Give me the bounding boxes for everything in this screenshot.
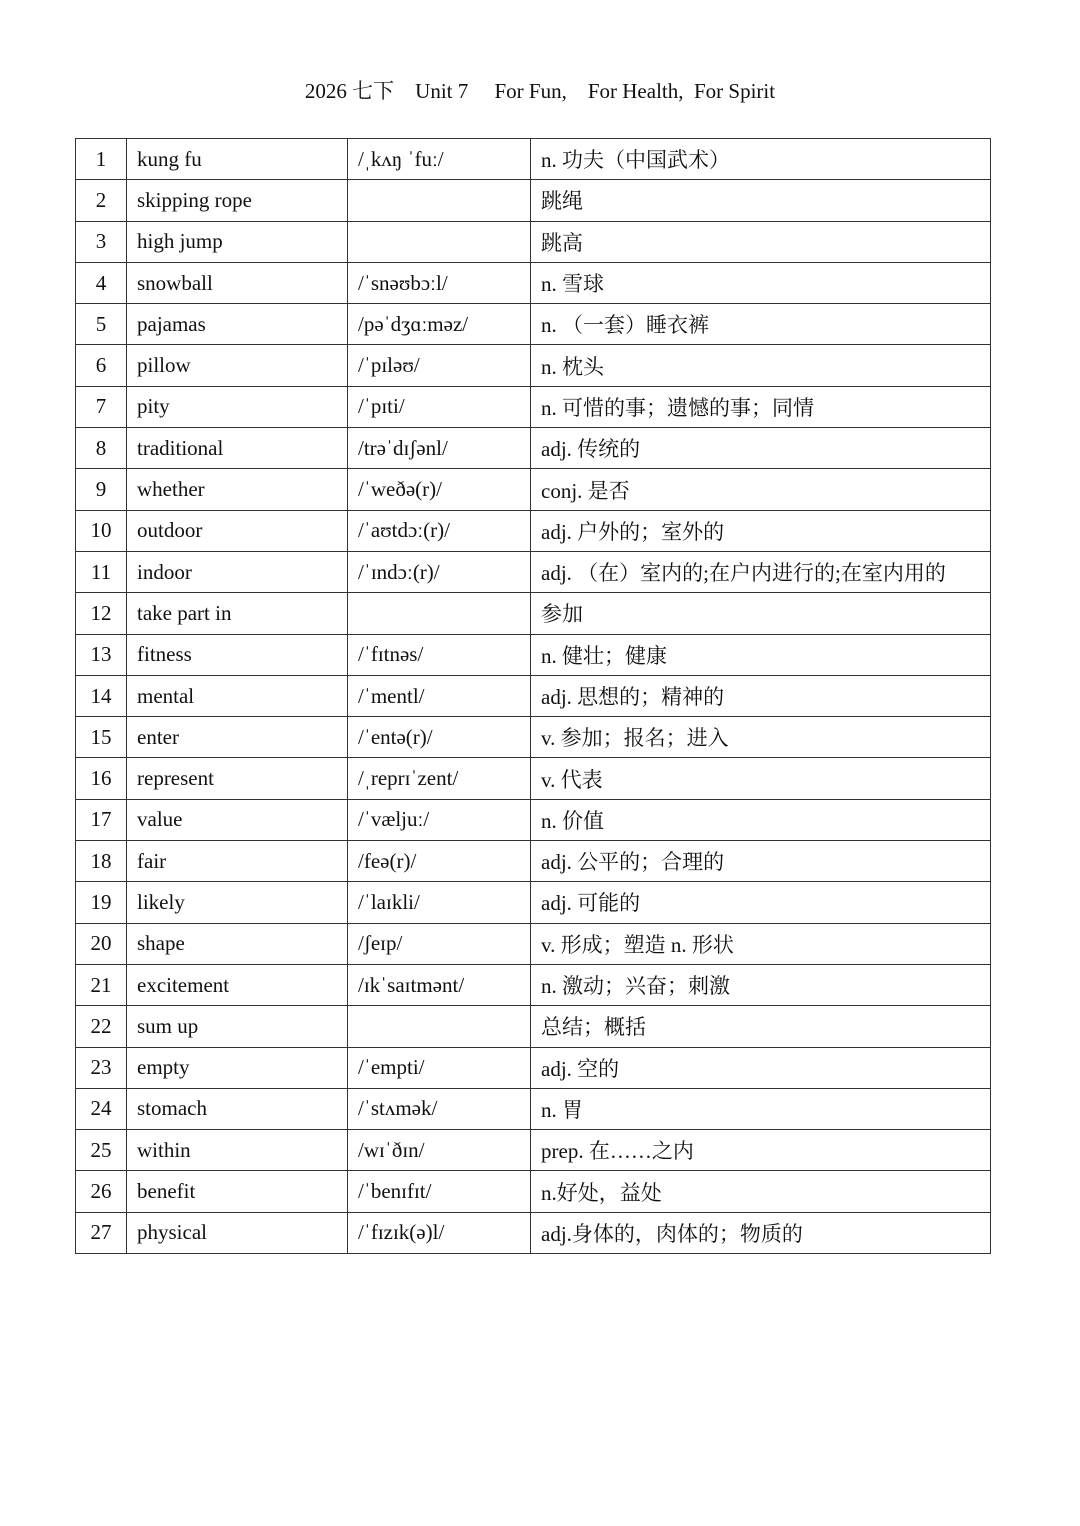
table-row bbox=[76, 841, 991, 882]
phonetic-cell: /ˈfɪtnəs/ bbox=[348, 634, 531, 675]
meaning-cell: 跳高 bbox=[531, 221, 991, 262]
vocabulary-table-body bbox=[76, 139, 991, 1254]
table-row bbox=[76, 386, 991, 427]
table-row bbox=[76, 882, 991, 923]
meaning-cell: adj. 户外的；室外的 bbox=[531, 510, 991, 551]
table-row bbox=[76, 551, 991, 592]
row-number: 14 bbox=[76, 675, 127, 716]
word-cell: likely bbox=[127, 882, 348, 923]
row-number: 17 bbox=[76, 799, 127, 840]
meaning-cell: n. 健壮；健康 bbox=[531, 634, 991, 675]
table-row bbox=[76, 221, 991, 262]
table-row bbox=[76, 758, 991, 799]
row-number: 10 bbox=[76, 510, 127, 551]
row-number: 3 bbox=[76, 221, 127, 262]
row-number: 19 bbox=[76, 882, 127, 923]
vocabulary-table bbox=[75, 138, 991, 1254]
phonetic-cell: /wɪˈðɪn/ bbox=[348, 1130, 531, 1171]
meaning-cell: adj. 公平的；合理的 bbox=[531, 841, 991, 882]
word-cell: skipping rope bbox=[127, 180, 348, 221]
phonetic-cell: /ˌreprɪˈzent/ bbox=[348, 758, 531, 799]
row-number: 5 bbox=[76, 304, 127, 345]
word-cell: empty bbox=[127, 1047, 348, 1088]
word-cell: value bbox=[127, 799, 348, 840]
phonetic-cell: /ˈstʌmək/ bbox=[348, 1088, 531, 1129]
meaning-cell: v. 代表 bbox=[531, 758, 991, 799]
meaning-cell: n. 枕头 bbox=[531, 345, 991, 386]
meaning-cell: v. 参加；报名；进入 bbox=[531, 717, 991, 758]
phonetic-cell: /ˈvæljuː/ bbox=[348, 799, 531, 840]
meaning-cell: prep. 在……之内 bbox=[531, 1130, 991, 1171]
word-cell: whether bbox=[127, 469, 348, 510]
word-cell: high jump bbox=[127, 221, 348, 262]
page-title: 2026 七下 Unit 7 For Fun, For Health, For Spirit bbox=[304, 79, 776, 103]
row-number: 13 bbox=[76, 634, 127, 675]
word-cell: stomach bbox=[127, 1088, 348, 1129]
row-number: 1 bbox=[76, 139, 127, 180]
meaning-cell: n.好处，益处 bbox=[531, 1171, 991, 1212]
meaning-cell: 参加 bbox=[531, 593, 991, 634]
table-row bbox=[76, 139, 991, 180]
row-number: 21 bbox=[76, 964, 127, 1005]
phonetic-cell: /ˈentə(r)/ bbox=[348, 717, 531, 758]
row-number: 27 bbox=[76, 1212, 127, 1253]
phonetic-cell: /ˈweðə(r)/ bbox=[348, 469, 531, 510]
phonetic-cell: /ˈbenɪfɪt/ bbox=[348, 1171, 531, 1212]
word-cell: excitement bbox=[127, 964, 348, 1005]
word-cell: pajamas bbox=[127, 304, 348, 345]
row-number: 16 bbox=[76, 758, 127, 799]
row-number: 2 bbox=[76, 180, 127, 221]
word-cell: represent bbox=[127, 758, 348, 799]
word-cell: within bbox=[127, 1130, 348, 1171]
word-cell: sum up bbox=[127, 1006, 348, 1047]
row-number: 7 bbox=[76, 386, 127, 427]
table-row bbox=[76, 923, 991, 964]
phonetic-cell: /ˈsnəʊbɔːl/ bbox=[348, 262, 531, 303]
row-number: 18 bbox=[76, 841, 127, 882]
meaning-cell: n. （一套）睡衣裤 bbox=[531, 304, 991, 345]
phonetic-cell: /pəˈdʒɑːməz/ bbox=[348, 304, 531, 345]
word-cell: snowball bbox=[127, 262, 348, 303]
meaning-cell: adj. 空的 bbox=[531, 1047, 991, 1088]
table-row bbox=[76, 1088, 991, 1129]
table-row bbox=[76, 180, 991, 221]
meaning-cell: adj. 可能的 bbox=[531, 882, 991, 923]
phonetic-cell: /ˈaʊtdɔː(r)/ bbox=[348, 510, 531, 551]
phonetic-cell: /ˈfɪzɪk(ə)l/ bbox=[348, 1212, 531, 1253]
meaning-cell: n. 功夫（中国武术） bbox=[531, 139, 991, 180]
table-row bbox=[76, 469, 991, 510]
phonetic-cell bbox=[348, 593, 531, 634]
table-row bbox=[76, 428, 991, 469]
word-cell: physical bbox=[127, 1212, 348, 1253]
phonetic-cell: /ʃeɪp/ bbox=[348, 923, 531, 964]
row-number: 24 bbox=[76, 1088, 127, 1129]
table-row bbox=[76, 1171, 991, 1212]
table-row bbox=[76, 1047, 991, 1088]
row-number: 8 bbox=[76, 428, 127, 469]
word-cell: kung fu bbox=[127, 139, 348, 180]
row-number: 25 bbox=[76, 1130, 127, 1171]
row-number: 15 bbox=[76, 717, 127, 758]
phonetic-cell bbox=[348, 221, 531, 262]
phonetic-cell: /trəˈdɪʃənl/ bbox=[348, 428, 531, 469]
phonetic-cell: /ˈɪndɔː(r)/ bbox=[348, 551, 531, 592]
table-row bbox=[76, 717, 991, 758]
row-number: 22 bbox=[76, 1006, 127, 1047]
meaning-cell: adj. 传统的 bbox=[531, 428, 991, 469]
word-cell: pillow bbox=[127, 345, 348, 386]
meaning-cell: 跳绳 bbox=[531, 180, 991, 221]
row-number: 4 bbox=[76, 262, 127, 303]
word-cell: pity bbox=[127, 386, 348, 427]
table-row bbox=[76, 1212, 991, 1253]
word-cell: fair bbox=[127, 841, 348, 882]
phonetic-cell bbox=[348, 180, 531, 221]
table-row bbox=[76, 799, 991, 840]
meaning-cell: adj. 思想的；精神的 bbox=[531, 675, 991, 716]
word-cell: mental bbox=[127, 675, 348, 716]
phonetic-cell: /ɪkˈsaɪtmənt/ bbox=[348, 964, 531, 1005]
table-row bbox=[76, 634, 991, 675]
table-row bbox=[76, 675, 991, 716]
table-row bbox=[76, 262, 991, 303]
word-cell: enter bbox=[127, 717, 348, 758]
row-number: 9 bbox=[76, 469, 127, 510]
row-number: 12 bbox=[76, 593, 127, 634]
meaning-cell: adj. （在）室内的;在户内进行的;在室内用的 bbox=[531, 551, 991, 592]
word-cell: fitness bbox=[127, 634, 348, 675]
row-number: 20 bbox=[76, 923, 127, 964]
meaning-cell: n. 可惜的事；遗憾的事；同情 bbox=[531, 386, 991, 427]
phonetic-cell: /ˌkʌŋ ˈfuː/ bbox=[348, 139, 531, 180]
meaning-cell: adj.身体的，肉体的；物质的 bbox=[531, 1212, 991, 1253]
meaning-cell: n. 价值 bbox=[531, 799, 991, 840]
table-row bbox=[76, 345, 991, 386]
phonetic-cell: /ˈempti/ bbox=[348, 1047, 531, 1088]
row-number: 23 bbox=[76, 1047, 127, 1088]
phonetic-cell bbox=[348, 1006, 531, 1047]
table-row bbox=[76, 1006, 991, 1047]
word-cell: indoor bbox=[127, 551, 348, 592]
word-cell: outdoor bbox=[127, 510, 348, 551]
row-number: 11 bbox=[76, 551, 127, 592]
table-row bbox=[76, 1130, 991, 1171]
meaning-cell: n. 激动；兴奋；刺激 bbox=[531, 964, 991, 1005]
meaning-cell: v. 形成；塑造 n. 形状 bbox=[531, 923, 991, 964]
word-cell: traditional bbox=[127, 428, 348, 469]
table-row bbox=[76, 593, 991, 634]
phonetic-cell: /ˈpɪti/ bbox=[348, 386, 531, 427]
row-number: 6 bbox=[76, 345, 127, 386]
meaning-cell: conj. 是否 bbox=[531, 469, 991, 510]
phonetic-cell: /feə(r)/ bbox=[348, 841, 531, 882]
table-row bbox=[76, 510, 991, 551]
phonetic-cell: /ˈmentl/ bbox=[348, 675, 531, 716]
meaning-cell: n. 胃 bbox=[531, 1088, 991, 1129]
word-cell: shape bbox=[127, 923, 348, 964]
meaning-cell: 总结；概括 bbox=[531, 1006, 991, 1047]
table-row bbox=[76, 964, 991, 1005]
phonetic-cell: /ˈlaɪkli/ bbox=[348, 882, 531, 923]
word-cell: benefit bbox=[127, 1171, 348, 1212]
table-row bbox=[76, 304, 991, 345]
phonetic-cell: /ˈpɪləʊ/ bbox=[348, 345, 531, 386]
row-number: 26 bbox=[76, 1171, 127, 1212]
meaning-cell: n. 雪球 bbox=[531, 262, 991, 303]
word-cell: take part in bbox=[127, 593, 348, 634]
